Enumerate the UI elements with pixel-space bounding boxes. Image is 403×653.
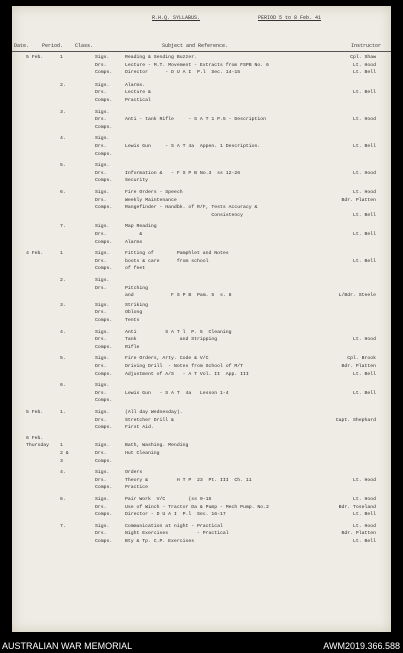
syllabus-line xyxy=(12,504,391,511)
syllabus-line xyxy=(12,397,391,404)
syllabus-class: Sigs. xyxy=(95,278,110,283)
syllabus-class: Drs. xyxy=(95,390,107,396)
syllabus-subject: Map Reading xyxy=(125,224,157,230)
syllabus-class: Drs. xyxy=(95,337,107,343)
syllabus-subject: Anti S A T l P. 5 Cleaning xyxy=(125,329,232,335)
syllabus-class: Sigs. xyxy=(95,383,110,389)
syllabus-date: 4 Feb. xyxy=(26,251,44,257)
syllabus-line xyxy=(12,89,391,96)
syllabus-subject: Practical xyxy=(125,98,151,103)
syllabus-line xyxy=(12,250,391,257)
syllabus-subject: First Aid. xyxy=(125,425,154,431)
syllabus-period-number: 6. xyxy=(60,497,66,502)
syllabus-instructor: Lt. Hood xyxy=(352,477,376,483)
syllabus-period-number: 4. xyxy=(60,136,66,142)
syllabus-line xyxy=(12,424,391,431)
syllabus-line xyxy=(12,417,391,424)
syllabus-line xyxy=(12,177,391,184)
syllabus-subject: Fire Orders - Speech xyxy=(125,190,183,195)
syllabus-line xyxy=(12,258,391,265)
syllabus-subject: (All day Wednesday). xyxy=(125,410,183,415)
syllabus-line xyxy=(12,329,391,336)
syllabus-period-number: 1 xyxy=(60,443,63,449)
syllabus-subject: Lewis Gun - S A T 4a Appen. 1 Description. xyxy=(125,144,261,149)
syllabus-subject: Lewis Gun - S A T 4a Lesson 1-4 xyxy=(125,390,229,396)
syllabus-line xyxy=(12,344,391,351)
syllabus-period-number: 6. xyxy=(60,383,66,389)
syllabus-line xyxy=(12,292,391,299)
syllabus-class: Comps. xyxy=(95,485,113,491)
syllabus-line xyxy=(12,197,391,204)
syllabus-period-number: 2. xyxy=(60,82,66,88)
syllabus-class: Comps. xyxy=(95,425,113,431)
syllabus-class: Comps. xyxy=(95,539,113,544)
syllabus-page xyxy=(12,6,391,632)
syllabus-line xyxy=(12,450,391,457)
syllabus-period-number: 1 xyxy=(60,251,63,257)
syllabus-subject: Rangefinder - Handbk. of R/F, Tests Accuracy & xyxy=(125,205,258,211)
syllabus-class: Drs. xyxy=(95,531,107,537)
syllabus-line xyxy=(12,469,391,476)
syllabus-class: Drs. xyxy=(95,197,107,203)
syllabus-line xyxy=(12,530,391,537)
syllabus-subject: Bty & Tp. C.P. Exercises xyxy=(125,539,195,544)
syllabus-class: Comps. xyxy=(95,124,113,130)
syllabus-subject: Information & - F S P B No.3 ss 12-26 xyxy=(125,170,241,176)
syllabus-subject: Theory & H T P 23 Pt. III Ch. 11 xyxy=(125,477,252,483)
syllabus-line xyxy=(12,135,391,142)
syllabus-subject: Lecture - M.T. Movement - Extracts from FSPB No. 6 xyxy=(125,62,269,68)
syllabus-subject: Alarms xyxy=(125,239,143,245)
syllabus-class: Sigs. xyxy=(95,251,110,257)
syllabus-period-number: 2. xyxy=(60,278,66,283)
column-class: Class. xyxy=(75,43,94,49)
syllabus-subject: Driving Drill - Notes from School of M/T xyxy=(125,364,244,369)
syllabus-class: Sigs. xyxy=(95,224,110,230)
syllabus-subject: Communication at night - Practical xyxy=(125,523,223,529)
syllabus-subject: Security xyxy=(125,178,149,184)
column-subject: Subject and Reference. xyxy=(162,43,229,49)
syllabus-line xyxy=(12,162,391,169)
syllabus-subject: Anti - tank Rifle - S A T 1 P.5 - Description xyxy=(125,117,267,123)
syllabus-subject: boots & care from school xyxy=(125,258,209,264)
syllabus-period-number: 5. xyxy=(60,163,66,169)
syllabus-instructor: Lt. Hood xyxy=(352,497,376,502)
syllabus-instructor: Lt. Hood xyxy=(352,190,376,195)
syllabus-class: Comps. xyxy=(95,205,113,211)
syllabus-instructor: Lt. Bell xyxy=(352,371,376,377)
syllabus-date: 5 Feb. xyxy=(26,410,44,415)
syllabus-subject: Practice xyxy=(125,485,149,491)
syllabus-class: Sigs. xyxy=(95,523,110,529)
syllabus-class: Drs. xyxy=(95,417,107,423)
syllabus-period-number: 3. xyxy=(60,302,66,308)
syllabus-line xyxy=(12,109,391,116)
syllabus-subject: Fitting of Pamphlet and Notes xyxy=(125,251,229,257)
syllabus-instructor: Cpl. Shaw xyxy=(350,55,376,60)
syllabus-class: Drs. xyxy=(95,310,107,316)
syllabus-period: PERIOD 5 to 8 Feb. 41 xyxy=(258,15,322,21)
syllabus-class: Drs. xyxy=(95,451,107,456)
syllabus-subject: Reading & Sending Buzzer. xyxy=(125,55,197,60)
syllabus-subject: Alarms. xyxy=(125,82,146,88)
syllabus-class: Drs. xyxy=(95,117,107,123)
syllabus-subject: Rifle xyxy=(125,344,140,350)
syllabus-class: Sigs. xyxy=(95,163,110,169)
syllabus-period-number: 3. xyxy=(60,109,66,115)
syllabus-line xyxy=(12,317,391,324)
syllabus-period-number: 5. xyxy=(60,356,66,362)
syllabus-line xyxy=(12,231,391,238)
syllabus-subject: Pitching xyxy=(125,285,149,291)
syllabus-line xyxy=(12,523,391,530)
syllabus-instructor: L/Bdr. Steele xyxy=(338,293,376,299)
syllabus-class: Sigs. xyxy=(95,82,110,88)
syllabus-class: Sigs. xyxy=(95,302,110,308)
syllabus-subject: Bath, Washing. Mending xyxy=(125,443,189,449)
syllabus-instructor: Lt. Bell xyxy=(352,70,376,76)
syllabus-period-number: 3 xyxy=(60,458,63,464)
syllabus-class: Sigs. xyxy=(95,329,110,335)
syllabus-line xyxy=(12,97,391,104)
syllabus-line xyxy=(12,143,391,150)
syllabus-subject: Tents xyxy=(125,318,140,323)
syllabus-period-number: 1 xyxy=(60,55,63,60)
syllabus-class: Comps. xyxy=(95,70,113,76)
syllabus-subject: of feet xyxy=(125,266,146,272)
syllabus-class: Sigs. xyxy=(95,443,110,449)
syllabus-class: Comps. xyxy=(95,398,113,404)
syllabus-line xyxy=(12,223,391,230)
syllabus-class: Drs. xyxy=(95,90,107,96)
syllabus-subject: Adjustment of A/S - A T Vol. II App. III xyxy=(125,371,249,377)
syllabus-line xyxy=(12,62,391,69)
syllabus-line xyxy=(12,371,391,378)
syllabus-period-number: 6. xyxy=(60,190,66,195)
column-period: Period. xyxy=(42,43,64,49)
syllabus-instructor: Lt. Bell xyxy=(352,232,376,237)
syllabus-line xyxy=(12,116,391,123)
syllabus-instructor: Bdr. Platten xyxy=(341,197,376,203)
syllabus-class: Drs. xyxy=(95,232,107,237)
syllabus-line xyxy=(12,151,391,158)
syllabus-date: 6 Feb. xyxy=(26,435,44,441)
syllabus-class: Comps. xyxy=(95,318,113,323)
syllabus-line xyxy=(12,204,391,211)
syllabus-subject: Hut Cleaning xyxy=(125,451,160,456)
syllabus-class: Comps. xyxy=(95,151,113,157)
syllabus-instructor: Bdr. Platten xyxy=(341,531,376,537)
syllabus-line xyxy=(12,390,391,397)
archive-name: AUSTRALIAN WAR MEMORIAL xyxy=(2,641,133,651)
syllabus-class: Drs. xyxy=(95,285,107,291)
syllabus-instructor: Lt. Bell xyxy=(352,90,376,96)
syllabus-date: 5 Feb. xyxy=(26,55,44,60)
syllabus-line xyxy=(12,355,391,362)
syllabus-instructor: Bdr. Platten xyxy=(341,364,376,369)
syllabus-class: Drs. xyxy=(95,170,107,176)
syllabus-subject: Weekly Maintenance xyxy=(125,197,177,203)
syllabus-line xyxy=(12,363,391,370)
syllabus-instructor: Lt. Hood xyxy=(352,523,376,529)
syllabus-line xyxy=(12,170,391,177)
syllabus-line xyxy=(12,189,391,196)
syllabus-class: Sigs. xyxy=(95,55,110,60)
syllabus-period-number: 2 & xyxy=(60,451,69,456)
syllabus-line xyxy=(12,69,391,76)
syllabus-line xyxy=(12,277,391,284)
syllabus-class: Comps. xyxy=(95,344,113,350)
syllabus-subject: Tank and Stripping xyxy=(125,337,218,343)
syllabus-subject: Director - D U A I P.l Sec. 14-15 xyxy=(125,70,241,76)
syllabus-instructor: Capt. Shephard xyxy=(335,417,376,423)
syllabus-line xyxy=(12,239,391,246)
syllabus-line xyxy=(12,409,391,416)
syllabus-class: Sigs. xyxy=(95,136,110,142)
column-headers xyxy=(12,43,391,52)
syllabus-line xyxy=(12,477,391,484)
syllabus-line xyxy=(12,484,391,491)
syllabus-line xyxy=(12,496,391,503)
syllabus-subject: Striking xyxy=(125,302,149,308)
syllabus-subject: Night Exercises - Practical xyxy=(125,531,229,537)
syllabus-instructor: Lt. Bell xyxy=(352,258,376,264)
syllabus-period-number: 1. xyxy=(60,410,66,415)
syllabus-subject: & xyxy=(125,232,143,237)
syllabus-line xyxy=(12,54,391,61)
syllabus-period-number: 7. xyxy=(60,523,66,529)
syllabus-class: Sigs. xyxy=(95,190,110,195)
syllabus-line xyxy=(12,442,391,449)
syllabus-class: Drs. xyxy=(95,144,107,149)
syllabus-class: Comps. xyxy=(95,178,113,184)
syllabus-line xyxy=(12,82,391,89)
syllabus-instructor: Lt. Bell xyxy=(352,539,376,544)
syllabus-line xyxy=(12,336,391,343)
syllabus-line xyxy=(12,511,391,518)
page-header xyxy=(12,15,391,25)
syllabus-class: Sigs. xyxy=(95,356,110,362)
syllabus-subject: Orders xyxy=(125,470,143,476)
syllabus-class: Comps. xyxy=(95,239,113,245)
syllabus-class: Comps. xyxy=(95,512,113,518)
syllabus-line xyxy=(12,285,391,292)
syllabus-instructor: Lt. Hood xyxy=(352,337,376,343)
syllabus-line xyxy=(12,302,391,309)
syllabus-class: Comps. xyxy=(95,98,113,103)
column-date: Date. xyxy=(14,43,30,49)
syllabus-instructor: Lt. Bell xyxy=(352,512,376,518)
syllabus-class: Sigs. xyxy=(95,497,110,502)
syllabus-subject: Oblong xyxy=(125,310,143,316)
syllabus-subject: Stretcher Drill & xyxy=(125,417,174,423)
syllabus-subject: Consistency xyxy=(125,212,244,218)
syllabus-period-number: 7. xyxy=(60,224,66,230)
syllabus-instructor: Bdr. Toseland xyxy=(338,504,376,510)
syllabus-class: Drs. xyxy=(95,504,107,510)
syllabus-period-number: 4. xyxy=(60,470,66,476)
syllabus-subject: Fire Orders, Arty. Code & V/C xyxy=(125,356,209,362)
archive-footer xyxy=(0,640,403,653)
column-instructor: Instructor xyxy=(350,43,381,49)
syllabus-class: Comps. xyxy=(95,458,113,464)
syllabus-title: R.H.Q. SYLLABUS. xyxy=(152,15,201,21)
syllabus-line xyxy=(12,382,391,389)
archive-reference: AWM2019.366.588 xyxy=(323,641,400,651)
syllabus-class: Comps. xyxy=(95,371,113,377)
syllabus-class: Comps. xyxy=(95,266,113,272)
syllabus-line xyxy=(12,309,391,316)
syllabus-line xyxy=(12,212,391,219)
syllabus-instructor: Lt. Bell xyxy=(352,212,376,218)
syllabus-period-number: 4. xyxy=(60,329,66,335)
syllabus-subject: and F S P B Pam. 5 s. 8 xyxy=(125,293,232,299)
syllabus-class: Drs. xyxy=(95,62,107,68)
syllabus-subject: Lecture & xyxy=(125,90,151,96)
syllabus-instructor: Lt. Bell xyxy=(352,390,376,396)
syllabus-class: Drs. xyxy=(95,364,107,369)
syllabus-date: Thursday xyxy=(26,443,50,449)
syllabus-line xyxy=(12,265,391,272)
syllabus-instructor: Cpl. Brook xyxy=(347,356,376,362)
syllabus-class: Drs. xyxy=(95,477,107,483)
syllabus-instructor: Lt. Bell xyxy=(352,144,376,149)
syllabus-class: Drs. xyxy=(95,258,107,264)
syllabus-class: Sigs. xyxy=(95,109,110,115)
syllabus-subject: Pair Work V/C (ss 9-15 xyxy=(125,497,212,502)
syllabus-subject: Director - D U A I P.l Sec. 16-17 xyxy=(125,512,226,518)
syllabus-line xyxy=(12,124,391,131)
syllabus-instructor: Lt. Hood xyxy=(352,170,376,176)
syllabus-line xyxy=(12,458,391,465)
syllabus-line xyxy=(12,435,391,442)
syllabus-subject: Use of Winch - Tractor Da & Pump - Mech Pump. No.2 xyxy=(125,504,269,510)
syllabus-class: Sigs. xyxy=(95,410,110,415)
syllabus-line xyxy=(12,538,391,545)
syllabus-instructor: Lt. Hood xyxy=(352,117,376,123)
syllabus-class: Sigs. xyxy=(95,470,110,476)
syllabus-instructor: Lt. Hood xyxy=(352,62,376,68)
